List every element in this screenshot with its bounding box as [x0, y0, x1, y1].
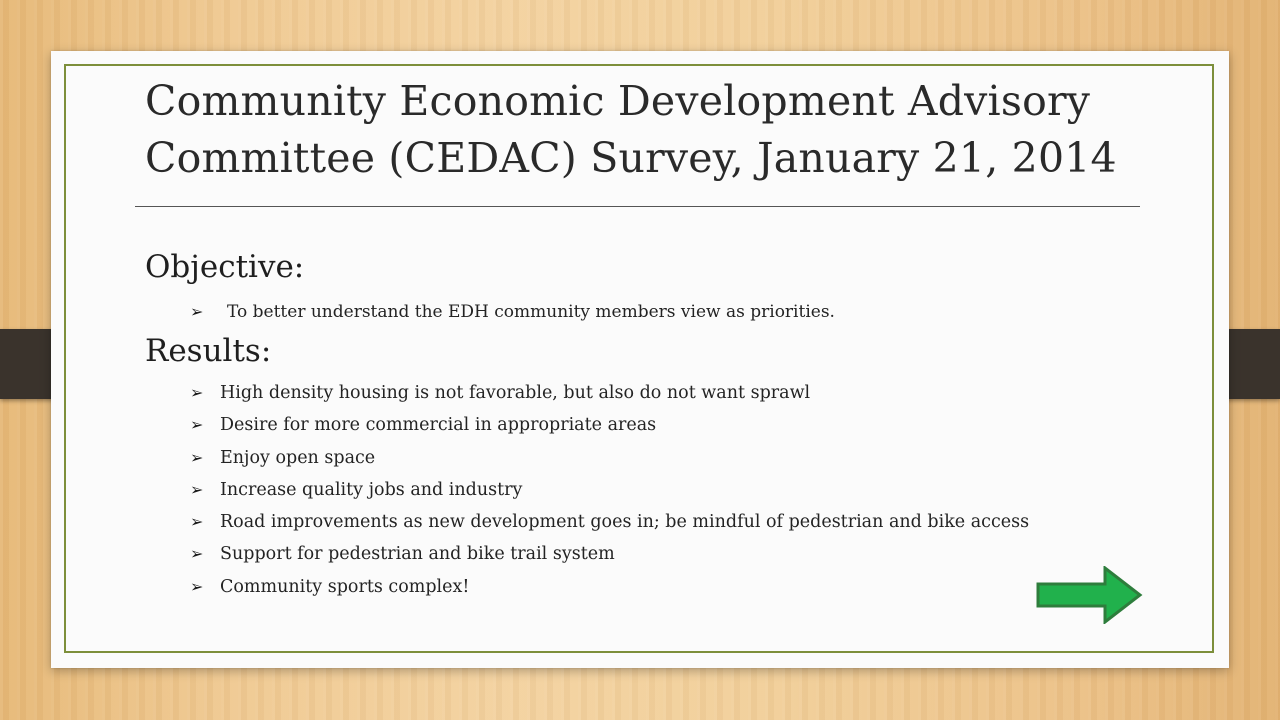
results-item-text: Enjoy open space [220, 447, 376, 468]
objective-list [187, 296, 835, 328]
arrow-bullet-icon: ➢ [190, 544, 204, 564]
slide-card [51, 51, 1229, 668]
results-heading: Results: [145, 333, 272, 369]
results-item [187, 571, 1029, 603]
results-item-text: High density housing is not favorable, but also do not want sprawl [220, 383, 811, 403]
results-item-text: Support for pedestrian and bike trail system [220, 544, 615, 565]
arrow-bullet-icon: ➢ [190, 447, 204, 467]
objective-item [187, 296, 835, 328]
title-divider [135, 206, 1140, 207]
next-slide-button[interactable] [1035, 566, 1145, 624]
results-item [187, 377, 1029, 409]
results-item-text: Desire for more commercial in appropriate areas [220, 415, 657, 436]
arrow-bullet-icon: ➢ [190, 479, 204, 499]
arrow-bullet-icon: ➢ [190, 383, 204, 402]
results-item [187, 442, 1029, 474]
results-list [187, 377, 1029, 603]
results-item-text: Increase quality jobs and industry [220, 479, 523, 500]
objective-item-text: To better understand the EDH community members view as priorities. [227, 302, 835, 322]
arrow-bullet-icon: ➢ [190, 512, 204, 532]
arrow-bullet-icon: ➢ [190, 576, 204, 596]
title-line-2: Committee (CEDAC) Survey, January 21, 2014 [145, 134, 1117, 182]
results-item-text: Community sports complex! [220, 576, 470, 597]
title-line-1: Community Economic Development Advisory [145, 77, 1091, 125]
slide-title [145, 73, 1145, 187]
results-item [187, 409, 1029, 441]
results-item-text: Road improvements as new development goes in; be mindful of pedestrian and bike access [220, 512, 1030, 533]
results-item [187, 506, 1029, 538]
arrow-bullet-icon: ➢ [190, 302, 204, 321]
results-item [187, 538, 1029, 570]
objective-heading: Objective: [145, 249, 305, 285]
arrow-bullet-icon: ➢ [190, 415, 204, 435]
right-arrow-icon[interactable] [1038, 568, 1140, 622]
results-item [187, 474, 1029, 506]
